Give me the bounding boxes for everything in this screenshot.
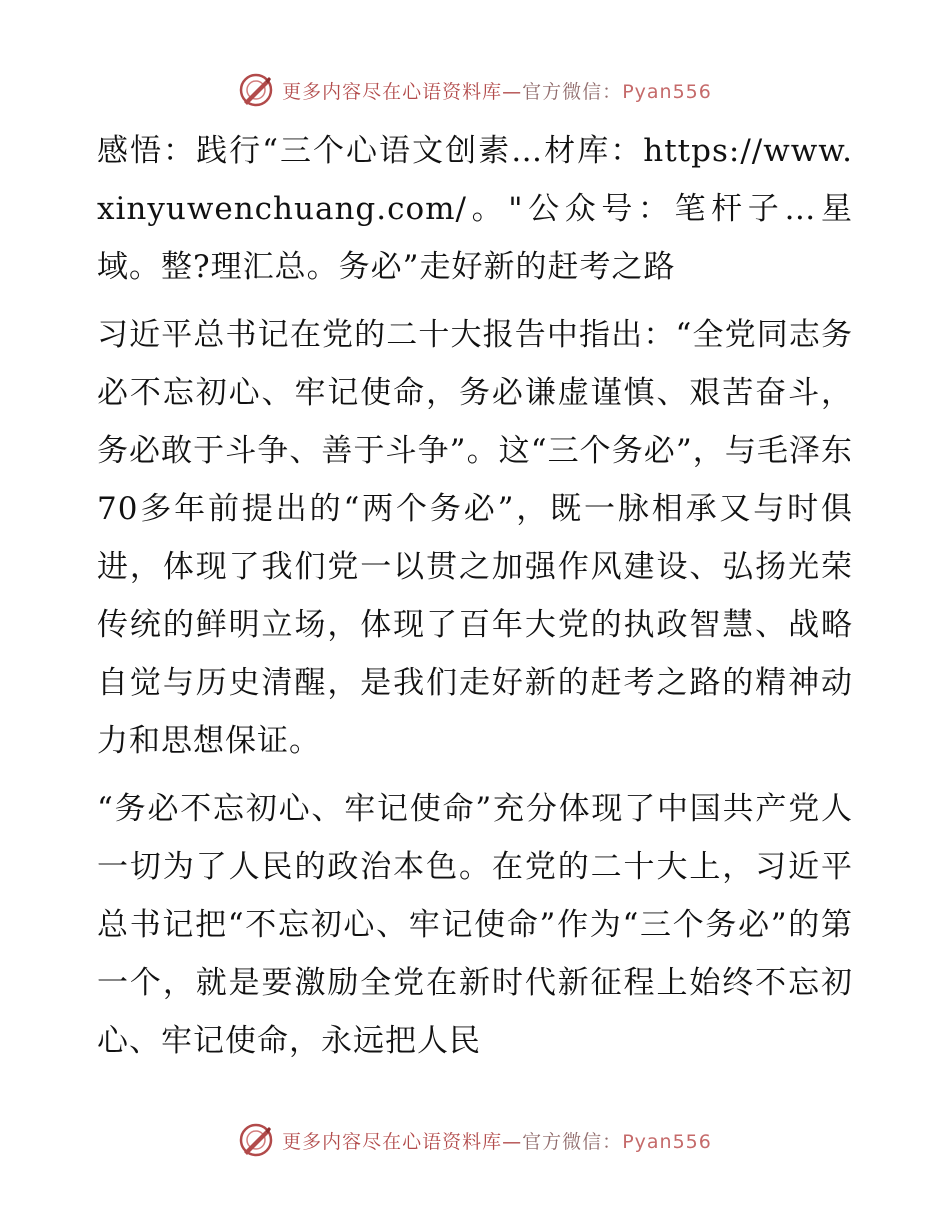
watermark-dash: — <box>502 80 523 103</box>
pen-logo-icon <box>238 72 274 108</box>
watermark-text <box>282 77 712 104</box>
watermark-wechat-id: Pyan556 <box>622 80 712 103</box>
paragraph-2: “务必不忘初心、牢记使命”充分体现了中国共产党人一切为了人民的政治本色。在党的二十大上，习近平总书记把“不忘初心、牢记使命”作为“三个务必”的第一个，就是要激励全党在新时代新征程上始终不忘初心、牢记使命，永远把人民 <box>97 791 853 1059</box>
watermark-dash: — <box>502 1130 523 1153</box>
watermark-wechat-label: 官方微信： <box>522 1130 623 1153</box>
watermark-site-text: 更多内容尽在心语资料库 <box>282 80 503 103</box>
watermark-banner-bottom <box>0 1120 950 1160</box>
document-body <box>97 122 853 1080</box>
paragraph-title: 感悟：践行“三个心语文创素…材库：https://www.xinyuwenchuang.com/。"公众号：笔杆子…星域。整?理汇总。务必”走好新的赶考之路 <box>97 133 853 285</box>
watermark-wechat-id: Pyan556 <box>622 1130 712 1153</box>
watermark-text <box>282 1127 712 1154</box>
paragraph-1: 习近平总书记在党的二十大报告中指出：“全党同志务必不忘初心、牢记使命，务必谦虚谨慎、艰苦奋斗，务必敢于斗争、善于斗争”。这“三个务必”，与毛泽东70多年前提出的“两个务必”，既一脉相承又与时俱进，体现了我们党一以贯之加强作风建设、弘扬光荣传统的鲜明立场，体现了百年大党的执政智慧、战略自觉与历史清醒，是我们走好新的赶考之路的精神动力和思想保证。 <box>97 317 853 759</box>
watermark-site-text: 更多内容尽在心语资料库 <box>282 1130 503 1153</box>
pen-logo-icon <box>238 1122 274 1158</box>
watermark-wechat-label: 官方微信： <box>522 80 623 103</box>
watermark-banner-top <box>0 70 950 110</box>
